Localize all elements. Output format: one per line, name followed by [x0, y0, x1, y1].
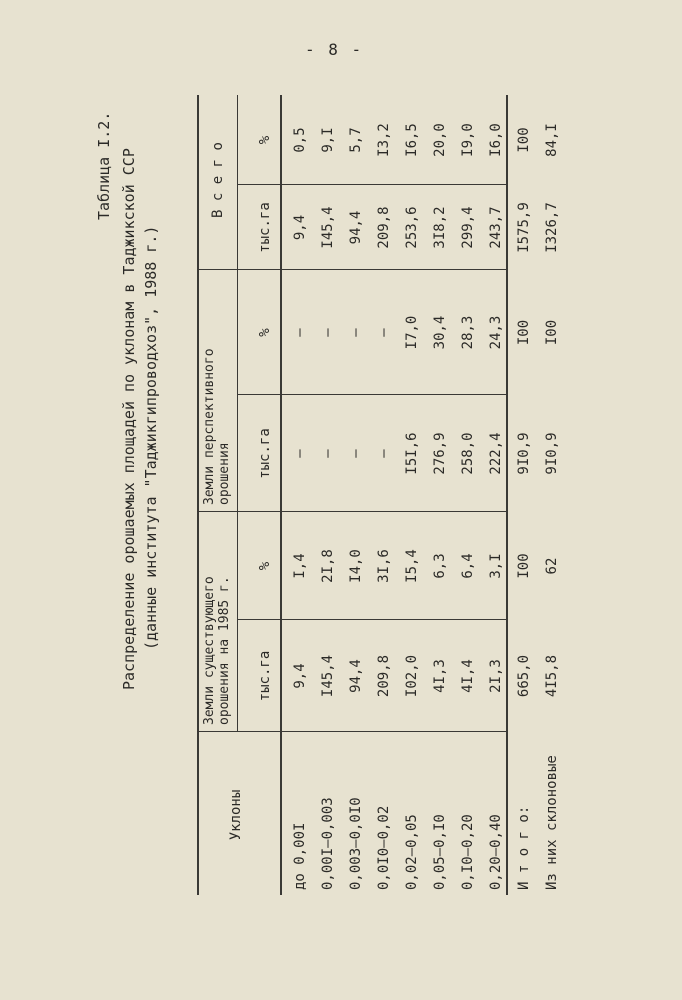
table-cell: 299,4 [460, 206, 476, 249]
table-cell: I,4 [292, 553, 308, 579]
table-cell: 276,9 [432, 432, 448, 475]
table-cell: 665,0 [516, 654, 532, 698]
table-subtitle: (данные института "Таджикгипроводхоз", 1988 г.) [142, 225, 160, 650]
totals-rule [506, 95, 508, 895]
col-divider-2 [237, 619, 506, 620]
page-number: - 8 - [305, 40, 364, 59]
header-prospective-irrigation: Земли перспективного орошения [202, 348, 232, 505]
col-divider-3 [197, 511, 506, 512]
table-cell: 3,I [488, 553, 504, 579]
table-cell: I00 [516, 319, 532, 346]
row-label: 0,20–0,40 [488, 814, 504, 890]
total-row-label: И т о г о: [516, 805, 532, 890]
table-cell: I5I,6 [404, 432, 420, 475]
table-cell: 62 [544, 557, 560, 575]
row-label: 0,02–0,05 [404, 814, 420, 890]
table-cell: 4I,3 [432, 659, 448, 693]
header-pct-1: % [257, 561, 273, 571]
table-cell: 9,4 [292, 663, 308, 689]
header-unit-2: тыс.га [257, 428, 273, 479]
row-label: 0,003–0,0I0 [348, 797, 364, 890]
table-cell: – [292, 449, 308, 458]
table-cell: I00 [516, 553, 532, 579]
col-divider-5 [197, 269, 506, 270]
table-cell: 243,7 [488, 206, 504, 249]
table-title: Распределение орошаемых площадей по уклонам в Таджикской ССР [120, 148, 138, 690]
table-cell: 3I8,2 [432, 206, 448, 249]
table-cell: 209,8 [376, 654, 392, 698]
table-top-rule [197, 95, 199, 895]
table-cell: – [348, 328, 364, 337]
table-cell: – [320, 449, 336, 458]
header-unit-1: тыс.га [257, 650, 273, 702]
table-cell: – [376, 328, 392, 337]
table-cell: 209,8 [376, 206, 392, 249]
table-cell: 20,0 [432, 123, 448, 157]
table-cell: 84,I [544, 123, 560, 157]
table-cell: I7,0 [404, 315, 420, 350]
table-cell: I326,7 [544, 202, 560, 253]
col-divider-6 [237, 184, 506, 185]
header-slopes: Уклоны [228, 789, 244, 841]
table-cell: 28,3 [460, 315, 476, 350]
table-cell: 9I0,9 [544, 432, 560, 475]
table-subheader-rule [237, 95, 238, 732]
table-cell: I4,0 [348, 549, 364, 583]
row-label: 0,00I–0,003 [320, 797, 336, 890]
row-label: 0,0I0–0,02 [376, 805, 392, 890]
header-total: В с е г о [210, 142, 226, 218]
table-cell: 222,4 [488, 432, 504, 475]
table-cell: 30,4 [432, 315, 448, 350]
table-cell: 9,4 [292, 214, 308, 241]
table-header-rule [280, 95, 282, 895]
table-cell: 253,6 [404, 206, 420, 249]
table-cell: I9,0 [460, 123, 476, 157]
total-row-label: Из них склоновые [544, 755, 560, 890]
table-cell: I45,4 [320, 206, 336, 249]
row-label: 0,I0–0,20 [460, 814, 476, 890]
table-cell: 3I,6 [376, 549, 392, 583]
table-cell: – [292, 328, 308, 337]
col-divider-4 [237, 394, 506, 395]
table-cell: 6,4 [460, 553, 476, 579]
table-cell: I6,5 [404, 123, 420, 157]
table-cell: 258,0 [460, 432, 476, 475]
table-cell: I5,4 [404, 549, 420, 583]
table-cell: 9I0,9 [516, 432, 532, 475]
table-cell: – [348, 449, 364, 458]
header-existing-irrigation: Земли существующего орошения на 1985 г. [202, 576, 232, 725]
table-cell: – [320, 328, 336, 337]
header-pct-3: % [257, 135, 273, 145]
header-unit-3: тыс.га [257, 202, 273, 253]
table-cell: 4I,4 [460, 659, 476, 693]
table-cell: 2I,8 [320, 549, 336, 583]
table-cell: 5,7 [348, 127, 364, 153]
table-cell: 94,4 [348, 210, 364, 245]
table-cell: I00 [544, 319, 560, 346]
table-cell: I02,0 [404, 654, 420, 698]
table-cell: 2I,3 [488, 659, 504, 693]
table-cell: I6,0 [488, 123, 504, 157]
table-cell: I3,2 [376, 123, 392, 157]
table-cell: I45,4 [320, 654, 336, 698]
row-label: 0,05–0,I0 [432, 814, 448, 890]
table-cell: I575,9 [516, 202, 532, 253]
table-cell: 94,4 [348, 659, 364, 693]
row-label: до 0,00I [292, 822, 308, 890]
table-cell: 9,I [320, 127, 336, 153]
table-cell: 6,3 [432, 553, 448, 579]
table-cell: – [376, 449, 392, 458]
table-cell: 4I5,8 [544, 654, 560, 698]
col-divider-1 [197, 731, 506, 732]
header-pct-2: % [257, 328, 273, 337]
table-cell: I00 [516, 127, 532, 153]
table-cell: 0,5 [292, 127, 308, 153]
table-label: Таблица I.2. [95, 111, 113, 220]
table-cell: 24,3 [488, 315, 504, 350]
